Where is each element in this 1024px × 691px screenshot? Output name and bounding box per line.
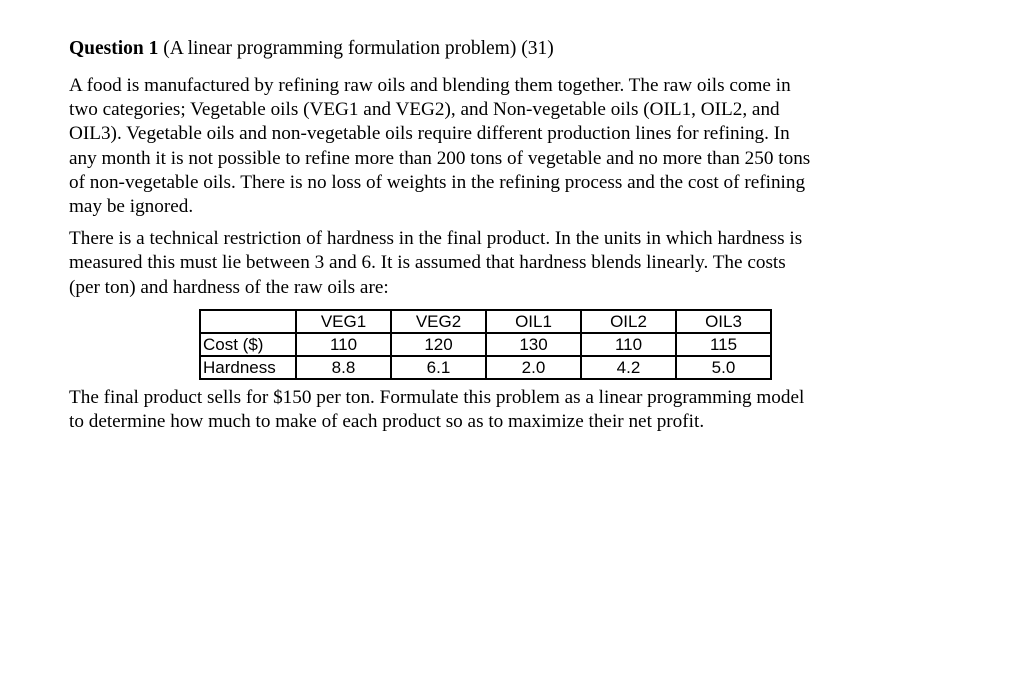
question-label: Question 1 bbox=[69, 38, 159, 59]
table-cell: 120 bbox=[391, 333, 486, 356]
oil-cost-hardness-table bbox=[199, 309, 772, 380]
table-cell: 5.0 bbox=[676, 356, 771, 379]
table-cell: 2.0 bbox=[486, 356, 581, 379]
table-cell: 130 bbox=[486, 333, 581, 356]
column-header: OIL2 bbox=[581, 310, 676, 333]
table-cell: 110 bbox=[581, 333, 676, 356]
table-corner-cell bbox=[200, 310, 296, 333]
table-cell: 4.2 bbox=[581, 356, 676, 379]
problem-paragraph-2: There is a technical restriction of hardness in the final product. In the units in which hardness is measured this must lie between 3 and 6. It is assumed that hardness blends linearly. The costs (per ton) and hardness of the raw oils are: bbox=[69, 228, 803, 298]
table-row bbox=[200, 333, 771, 356]
row-header: Hardness bbox=[200, 356, 296, 379]
problem-paragraph-1: A food is manufactured by refining raw oils and blending them together. The raw oils come in two categories; Vegetable oils (VEG1 and VEG2), and Non-vegetable oils (OIL1, OIL2, and OIL3). Vegetable oils and non-vegetable oils require different production lines for refining. In any month it is not possible to refine more than 200 tons of vegetable and no more than 250 tons of non-vegetable oils. There is no loss of weights in the refining process and the cost of refining may be ignored. bbox=[69, 75, 811, 218]
table-cell: 110 bbox=[296, 333, 391, 356]
question-subtitle: (A linear programming formulation problem) (31) bbox=[163, 38, 554, 59]
column-header: OIL1 bbox=[486, 310, 581, 333]
table-cell: 8.8 bbox=[296, 356, 391, 379]
table-row bbox=[200, 356, 771, 379]
table-cell: 115 bbox=[676, 333, 771, 356]
document-page bbox=[69, 36, 889, 434]
column-header: VEG1 bbox=[296, 310, 391, 333]
oil-table-container bbox=[199, 309, 889, 380]
column-header: OIL3 bbox=[676, 310, 771, 333]
column-header: VEG2 bbox=[391, 310, 486, 333]
row-header: Cost ($) bbox=[200, 333, 296, 356]
table-header-row bbox=[200, 310, 771, 333]
question-heading bbox=[69, 36, 889, 62]
problem-paragraph-3: The final product sells for $150 per ton. Formulate this problem as a linear programming model to determine how much to make of each product so as to maximize their net profit. bbox=[69, 386, 805, 433]
table-cell: 6.1 bbox=[391, 356, 486, 379]
